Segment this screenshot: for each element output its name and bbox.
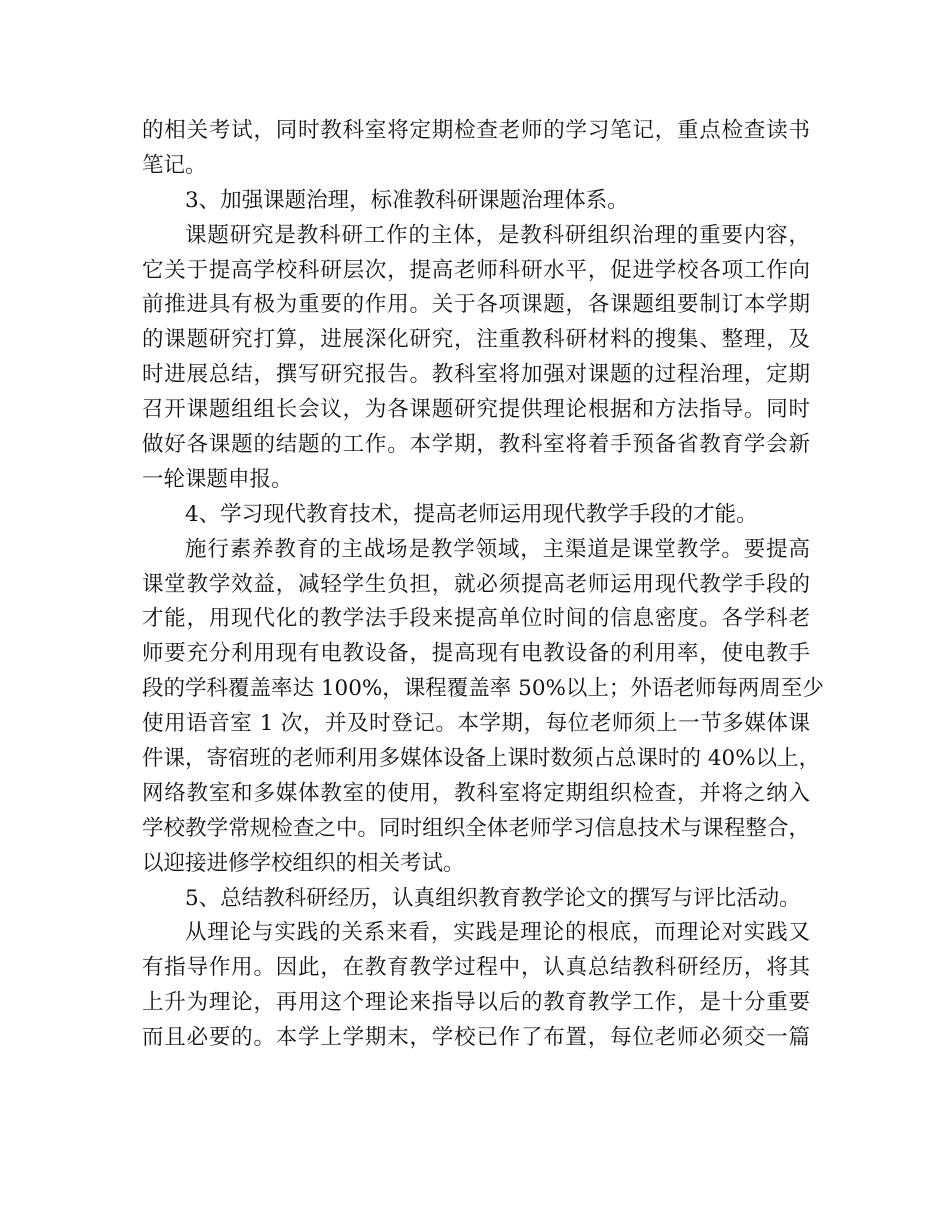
text-line: 笔记。 — [142, 152, 207, 178]
text-line: 段的学科覆盖率达 100%，课程覆盖率 50%以上；外语老师每两周至少 — [142, 676, 824, 702]
text-line: 上升为理论，再用这个理论来指导以后的教育教学工作，是十分重要 — [142, 990, 810, 1016]
text-line: 以迎接进修学校组织的相关考试。 — [142, 850, 465, 876]
text-line: 前推进具有极为重要的作用。关于各项课题，各课题组要制订本学期 — [142, 292, 810, 318]
text-line: 师要充分利用现有电教设备，提高现有电教设备的利用率，使电教手 — [142, 641, 810, 667]
text-line: 有指导作用。因此，在教育教学过程中，认真总结教科研经历，将其 — [142, 955, 810, 981]
text-line: 而且必要的。本学上学期末，学校已作了布置，每位老师必须交一篇 — [142, 1025, 810, 1051]
text-line: 的课题研究打算，进展深化研究，注重教科研材料的搜集、整理，及 — [142, 327, 810, 353]
document-page — [142, 114, 824, 1056]
text-line: 一轮课题申报。 — [142, 466, 293, 492]
text-line: 使用语音室 1 次，并及时登记。本学期，每位老师须上一节多媒体课 — [142, 711, 810, 737]
text-line: 网络教室和多媒体教室的使用，教科室将定期组织检查，并将之纳入 — [142, 780, 810, 806]
text-line: 3、加强课题治理，标准教科研课题治理体系。 — [185, 187, 629, 213]
text-line: 时进展总结，撰写研究报告。教科室将加强对课题的过程治理，定期 — [142, 362, 810, 388]
text-line: 从理论与实践的关系来看，实践是理论的根底，而理论对实践又 — [185, 920, 810, 946]
text-line: 才能，用现代化的教学法手段来提高单位时间的信息密度。各学科老 — [142, 606, 810, 632]
text-line: 它关于提高学校科研层次，提高老师科研水平，促进学校各项工作向 — [142, 257, 810, 283]
text-line: 做好各课题的结题的工作。本学期，教科室将着手预备省教育学会新 — [142, 432, 810, 458]
text-line: 的相关考试，同时教科室将定期检查老师的学习笔记，重点检查读书 — [142, 118, 810, 143]
text-line: 4、学习现代教育技术，提高老师运用现代教学手段的才能。 — [185, 501, 758, 527]
text-line: 5、总结教科研经历，认真组织教育教学论文的撰写与评比活动。 — [185, 885, 801, 911]
text-line: 课堂教学效益，减轻学生负担，就必须提高老师运用现代教学手段的 — [142, 571, 810, 597]
text-line: 施行素养教育的主战场是教学领域，主渠道是课堂教学。要提高 — [185, 536, 810, 562]
text-line: 学校教学常规检查之中。同时组织全体老师学习信息技术与课程整合， — [142, 815, 810, 841]
text-line: 课题研究是教科研工作的主体，是教科研组织治理的重要内容， — [185, 222, 810, 248]
text-line: 件课，寄宿班的老师利用多媒体设备上课时数须占总课时的 40%以上， — [142, 746, 821, 772]
text-line: 召开课题组组长会议，为各课题研究提供理论根据和方法指导。同时 — [142, 397, 810, 423]
